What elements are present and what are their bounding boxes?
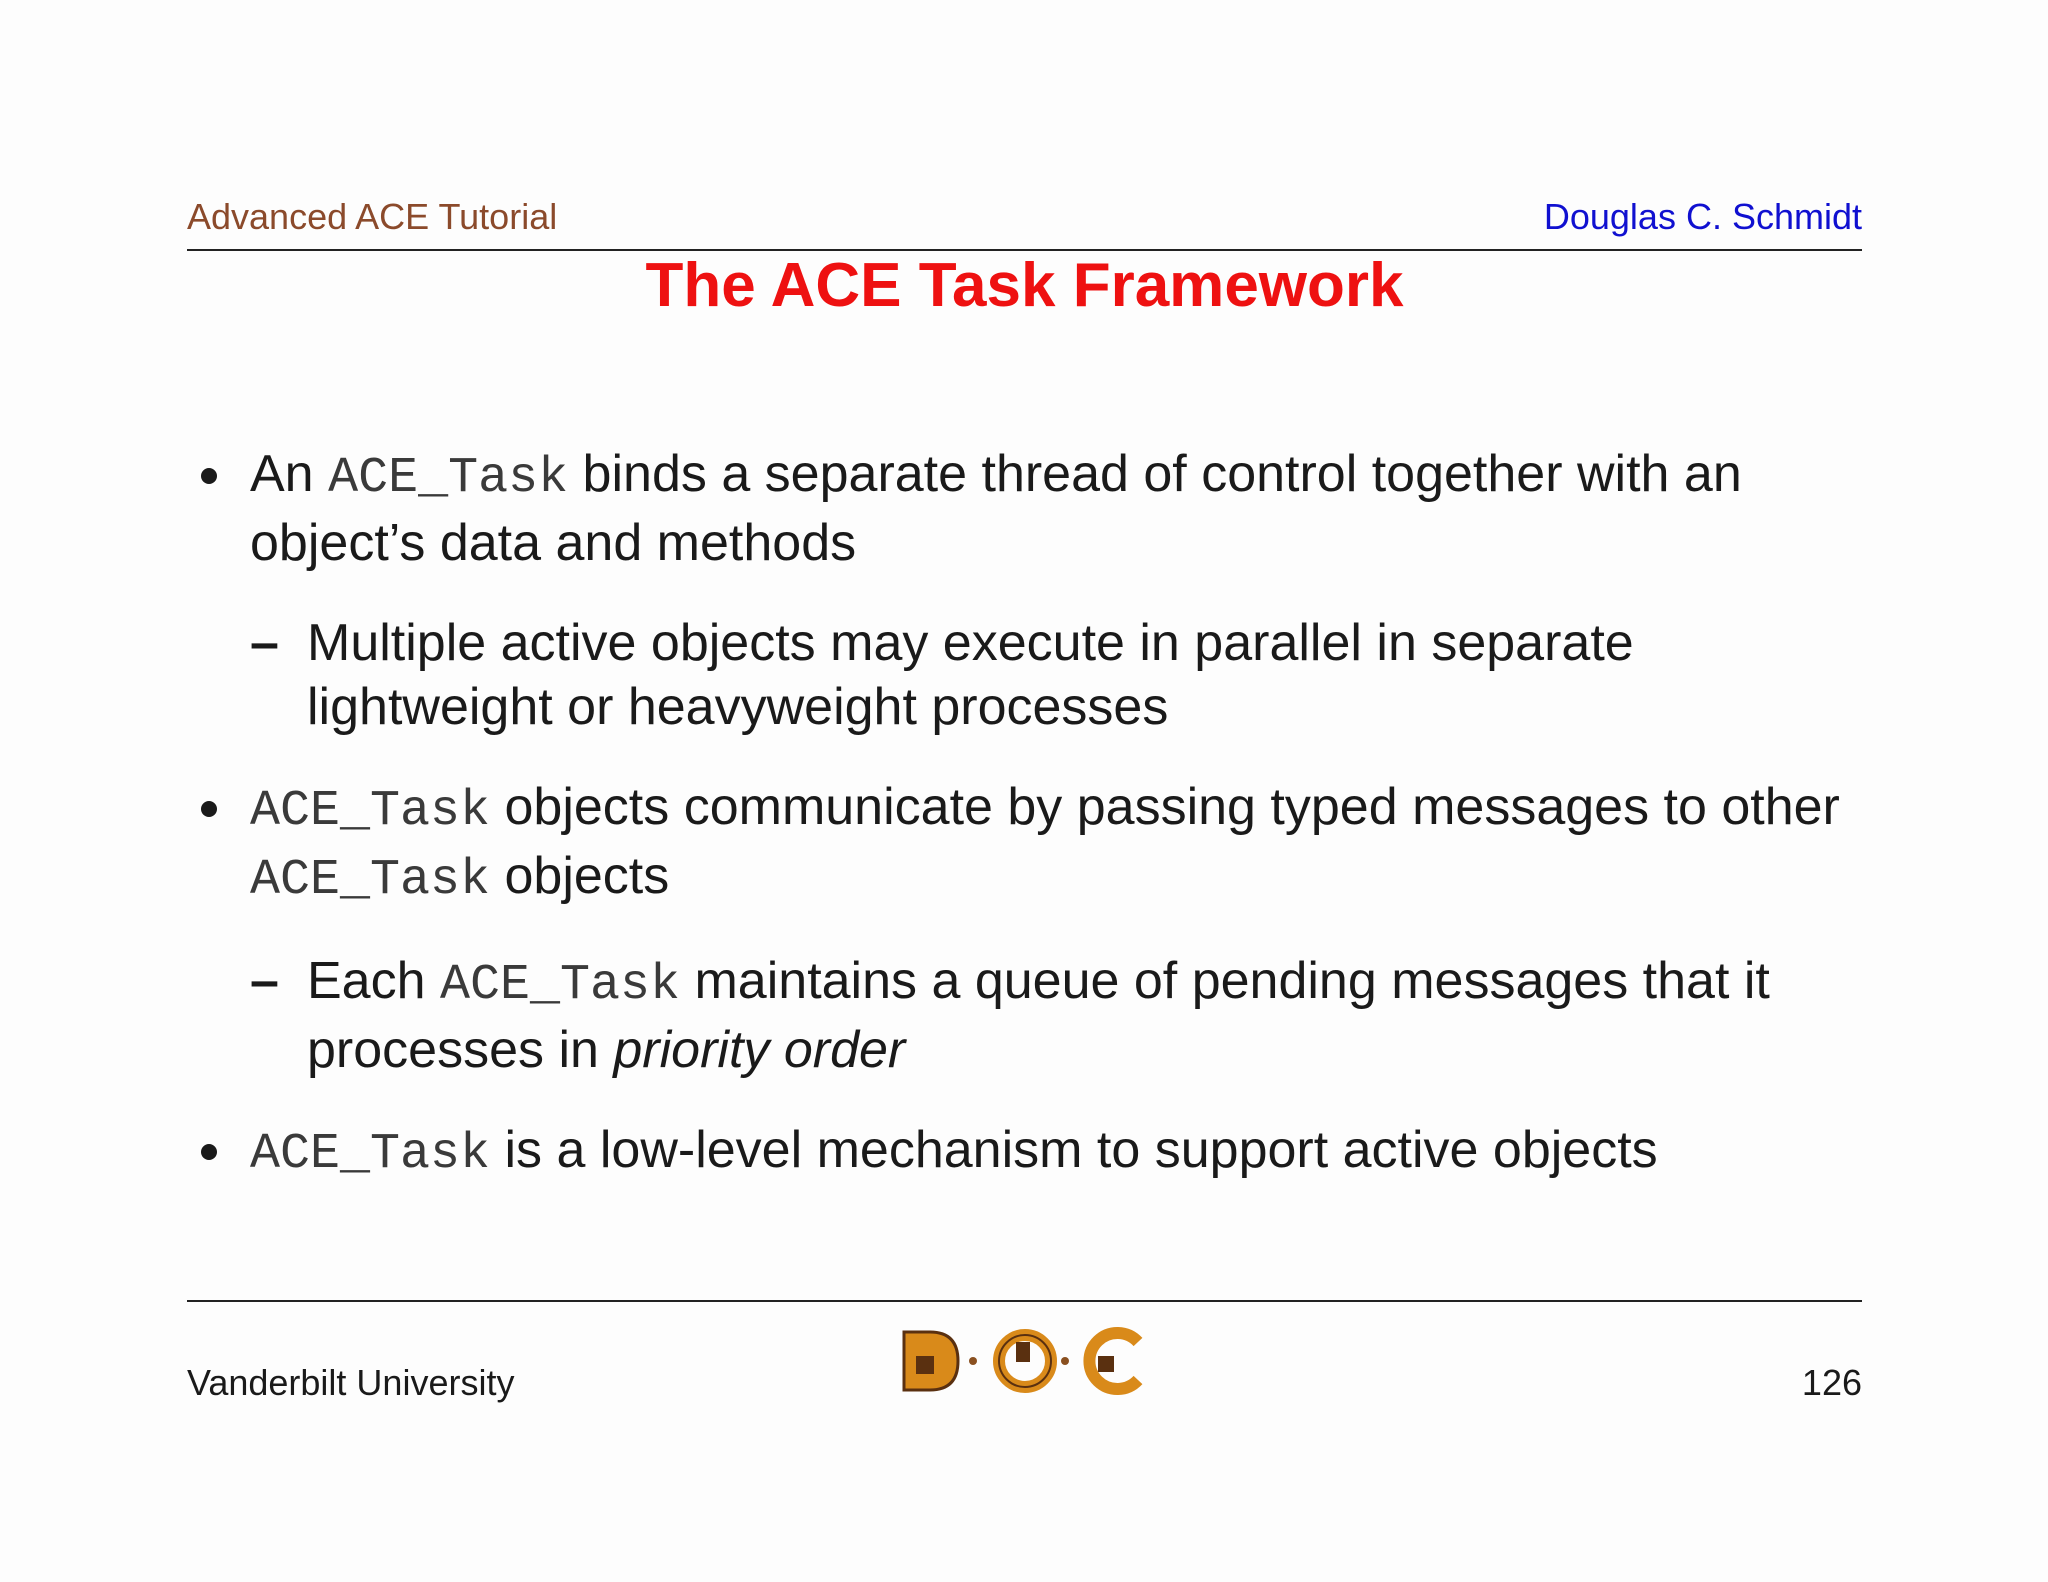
bullet-item: ACE_Task objects communicate by passing typed messages to other ACE_Task objects: [187, 775, 1887, 913]
bullet-dot-icon: [201, 468, 217, 484]
footer-institution: Vanderbilt University: [187, 1362, 515, 1403]
emphasis-text: priority order: [613, 1021, 906, 1079]
footer-divider: [187, 1300, 1862, 1302]
slide-title: The ACE Task Framework: [645, 251, 1404, 320]
code-ace-task: ACE_Task: [250, 852, 491, 909]
code-ace-task: ACE_Task: [328, 450, 569, 507]
bullet-item: ACE_Task is a low-level mechanism to support active objects: [187, 1118, 1887, 1187]
header-course-title: Advanced ACE Tutorial: [187, 196, 558, 237]
sub-bullet-item: – Multiple active objects may execute in parallel in separate lightweight or heavyweight processes: [187, 611, 1887, 739]
code-ace-task: ACE_Task: [250, 1126, 491, 1183]
dash-icon: –: [250, 614, 279, 672]
sub-bullet-item: – Each ACE_Task maintains a queue of pending messages that it processes in priority order: [187, 949, 1887, 1082]
header-author: Douglas C. Schmidt: [1543, 196, 1862, 237]
code-ace-task: ACE_Task: [439, 957, 681, 1014]
bullet-item: An ACE_Task binds a separate thread of control together with an object’s data and methods: [187, 442, 1887, 575]
dash-icon: –: [250, 952, 279, 1010]
doc-group-logo-icon: [900, 1326, 1150, 1396]
bullet-dot-icon: [201, 801, 217, 817]
slide-content: [187, 442, 1887, 1223]
page-number: 126: [1801, 1362, 1862, 1403]
bullet-dot-icon: [201, 1144, 217, 1160]
code-ace-task: ACE_Task: [250, 783, 491, 840]
